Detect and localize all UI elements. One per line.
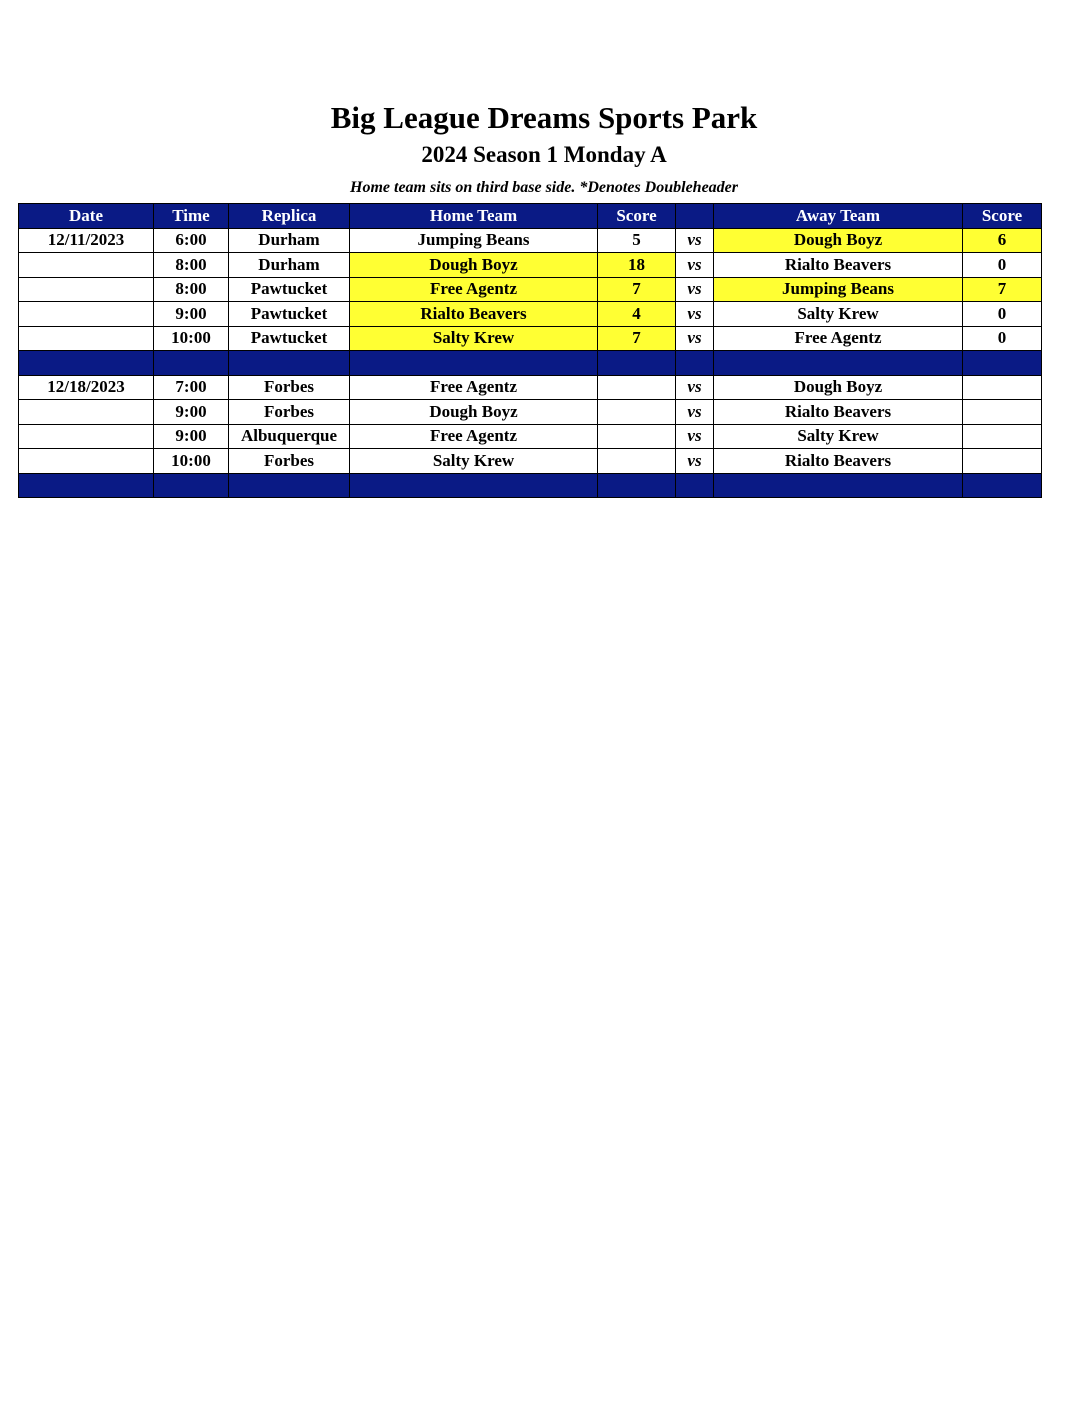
separator-cell — [598, 473, 676, 498]
game-replica: Durham — [229, 253, 350, 278]
game-row — [19, 375, 1042, 400]
away-team: Dough Boyz — [714, 228, 963, 253]
separator-cell — [19, 351, 154, 376]
game-row — [19, 326, 1042, 351]
separator-cell — [350, 473, 598, 498]
game-time: 9:00 — [154, 302, 229, 327]
away-score — [963, 400, 1042, 425]
game-date — [19, 253, 154, 278]
home-score: 7 — [598, 326, 676, 351]
away-team: Jumping Beans — [714, 277, 963, 302]
game-date: 12/11/2023 — [19, 228, 154, 253]
away-score — [963, 424, 1042, 449]
away-team: Dough Boyz — [714, 375, 963, 400]
col-header-away-score: Score — [963, 204, 1042, 229]
separator-cell — [229, 351, 350, 376]
game-row — [19, 228, 1042, 253]
home-team: Free Agentz — [350, 424, 598, 449]
home-score: 18 — [598, 253, 676, 278]
home-team: Jumping Beans — [350, 228, 598, 253]
home-team: Free Agentz — [350, 375, 598, 400]
week-separator-row — [19, 473, 1042, 498]
game-date — [19, 326, 154, 351]
vs-label: vs — [676, 326, 714, 351]
separator-cell — [19, 473, 154, 498]
away-score: 0 — [963, 326, 1042, 351]
col-header-vs — [676, 204, 714, 229]
col-header-home-score: Score — [598, 204, 676, 229]
home-team: Dough Boyz — [350, 253, 598, 278]
away-team: Rialto Beavers — [714, 400, 963, 425]
game-row — [19, 302, 1042, 327]
away-score: 0 — [963, 253, 1042, 278]
away-team: Rialto Beavers — [714, 449, 963, 474]
home-score: 5 — [598, 228, 676, 253]
separator-cell — [963, 351, 1042, 376]
separator-cell — [714, 473, 963, 498]
home-score: 7 — [598, 277, 676, 302]
col-header-time: Time — [154, 204, 229, 229]
separator-cell — [350, 351, 598, 376]
home-score — [598, 449, 676, 474]
home-team: Dough Boyz — [350, 400, 598, 425]
header-row — [19, 204, 1042, 229]
game-time: 9:00 — [154, 400, 229, 425]
season-subtitle: 2024 Season 1 Monday A — [421, 142, 667, 167]
game-date — [19, 424, 154, 449]
separator-cell — [676, 473, 714, 498]
game-row — [19, 424, 1042, 449]
schedule-body — [19, 228, 1042, 498]
game-replica: Pawtucket — [229, 326, 350, 351]
home-score — [598, 375, 676, 400]
home-score — [598, 424, 676, 449]
home-team: Free Agentz — [350, 277, 598, 302]
page-title: Big League Dreams Sports Park — [330, 100, 758, 135]
game-replica: Durham — [229, 228, 350, 253]
away-score: 7 — [963, 277, 1042, 302]
vs-label: vs — [676, 449, 714, 474]
schedule-table — [18, 203, 1042, 498]
home-team: Rialto Beavers — [350, 302, 598, 327]
game-replica: Pawtucket — [229, 302, 350, 327]
vs-label: vs — [676, 375, 714, 400]
game-date: 12/18/2023 — [19, 375, 154, 400]
separator-cell — [963, 473, 1042, 498]
game-time: 8:00 — [154, 277, 229, 302]
game-date — [19, 449, 154, 474]
home-score — [598, 400, 676, 425]
game-row — [19, 277, 1042, 302]
away-team: Salty Krew — [714, 302, 963, 327]
schedule-note: Home team sits on third base side. *Denotes Doubleheader — [350, 179, 738, 196]
home-score: 4 — [598, 302, 676, 327]
away-score — [963, 449, 1042, 474]
game-time: 10:00 — [154, 326, 229, 351]
vs-label: vs — [676, 302, 714, 327]
col-header-date: Date — [19, 204, 154, 229]
game-date — [19, 400, 154, 425]
vs-label: vs — [676, 277, 714, 302]
game-time: 7:00 — [154, 375, 229, 400]
game-row — [19, 449, 1042, 474]
game-time: 10:00 — [154, 449, 229, 474]
game-replica: Pawtucket — [229, 277, 350, 302]
away-team: Free Agentz — [714, 326, 963, 351]
vs-label: vs — [676, 400, 714, 425]
separator-cell — [154, 351, 229, 376]
game-replica: Forbes — [229, 449, 350, 474]
separator-cell — [714, 351, 963, 376]
separator-cell — [229, 473, 350, 498]
away-team: Salty Krew — [714, 424, 963, 449]
game-time: 6:00 — [154, 228, 229, 253]
away-score: 0 — [963, 302, 1042, 327]
game-row — [19, 400, 1042, 425]
vs-label: vs — [676, 424, 714, 449]
separator-cell — [598, 351, 676, 376]
game-row — [19, 253, 1042, 278]
week-separator-row — [19, 351, 1042, 376]
game-time: 8:00 — [154, 253, 229, 278]
away-team: Rialto Beavers — [714, 253, 963, 278]
separator-cell — [154, 473, 229, 498]
col-header-away-team: Away Team — [714, 204, 963, 229]
game-replica: Albuquerque — [229, 424, 350, 449]
game-date — [19, 277, 154, 302]
home-team: Salty Krew — [350, 326, 598, 351]
game-time: 9:00 — [154, 424, 229, 449]
game-replica: Forbes — [229, 400, 350, 425]
separator-cell — [676, 351, 714, 376]
col-header-replica: Replica — [229, 204, 350, 229]
game-date — [19, 302, 154, 327]
home-team: Salty Krew — [350, 449, 598, 474]
col-header-home-team: Home Team — [350, 204, 598, 229]
away-score: 6 — [963, 228, 1042, 253]
away-score — [963, 375, 1042, 400]
vs-label: vs — [676, 228, 714, 253]
vs-label: vs — [676, 253, 714, 278]
game-replica: Forbes — [229, 375, 350, 400]
